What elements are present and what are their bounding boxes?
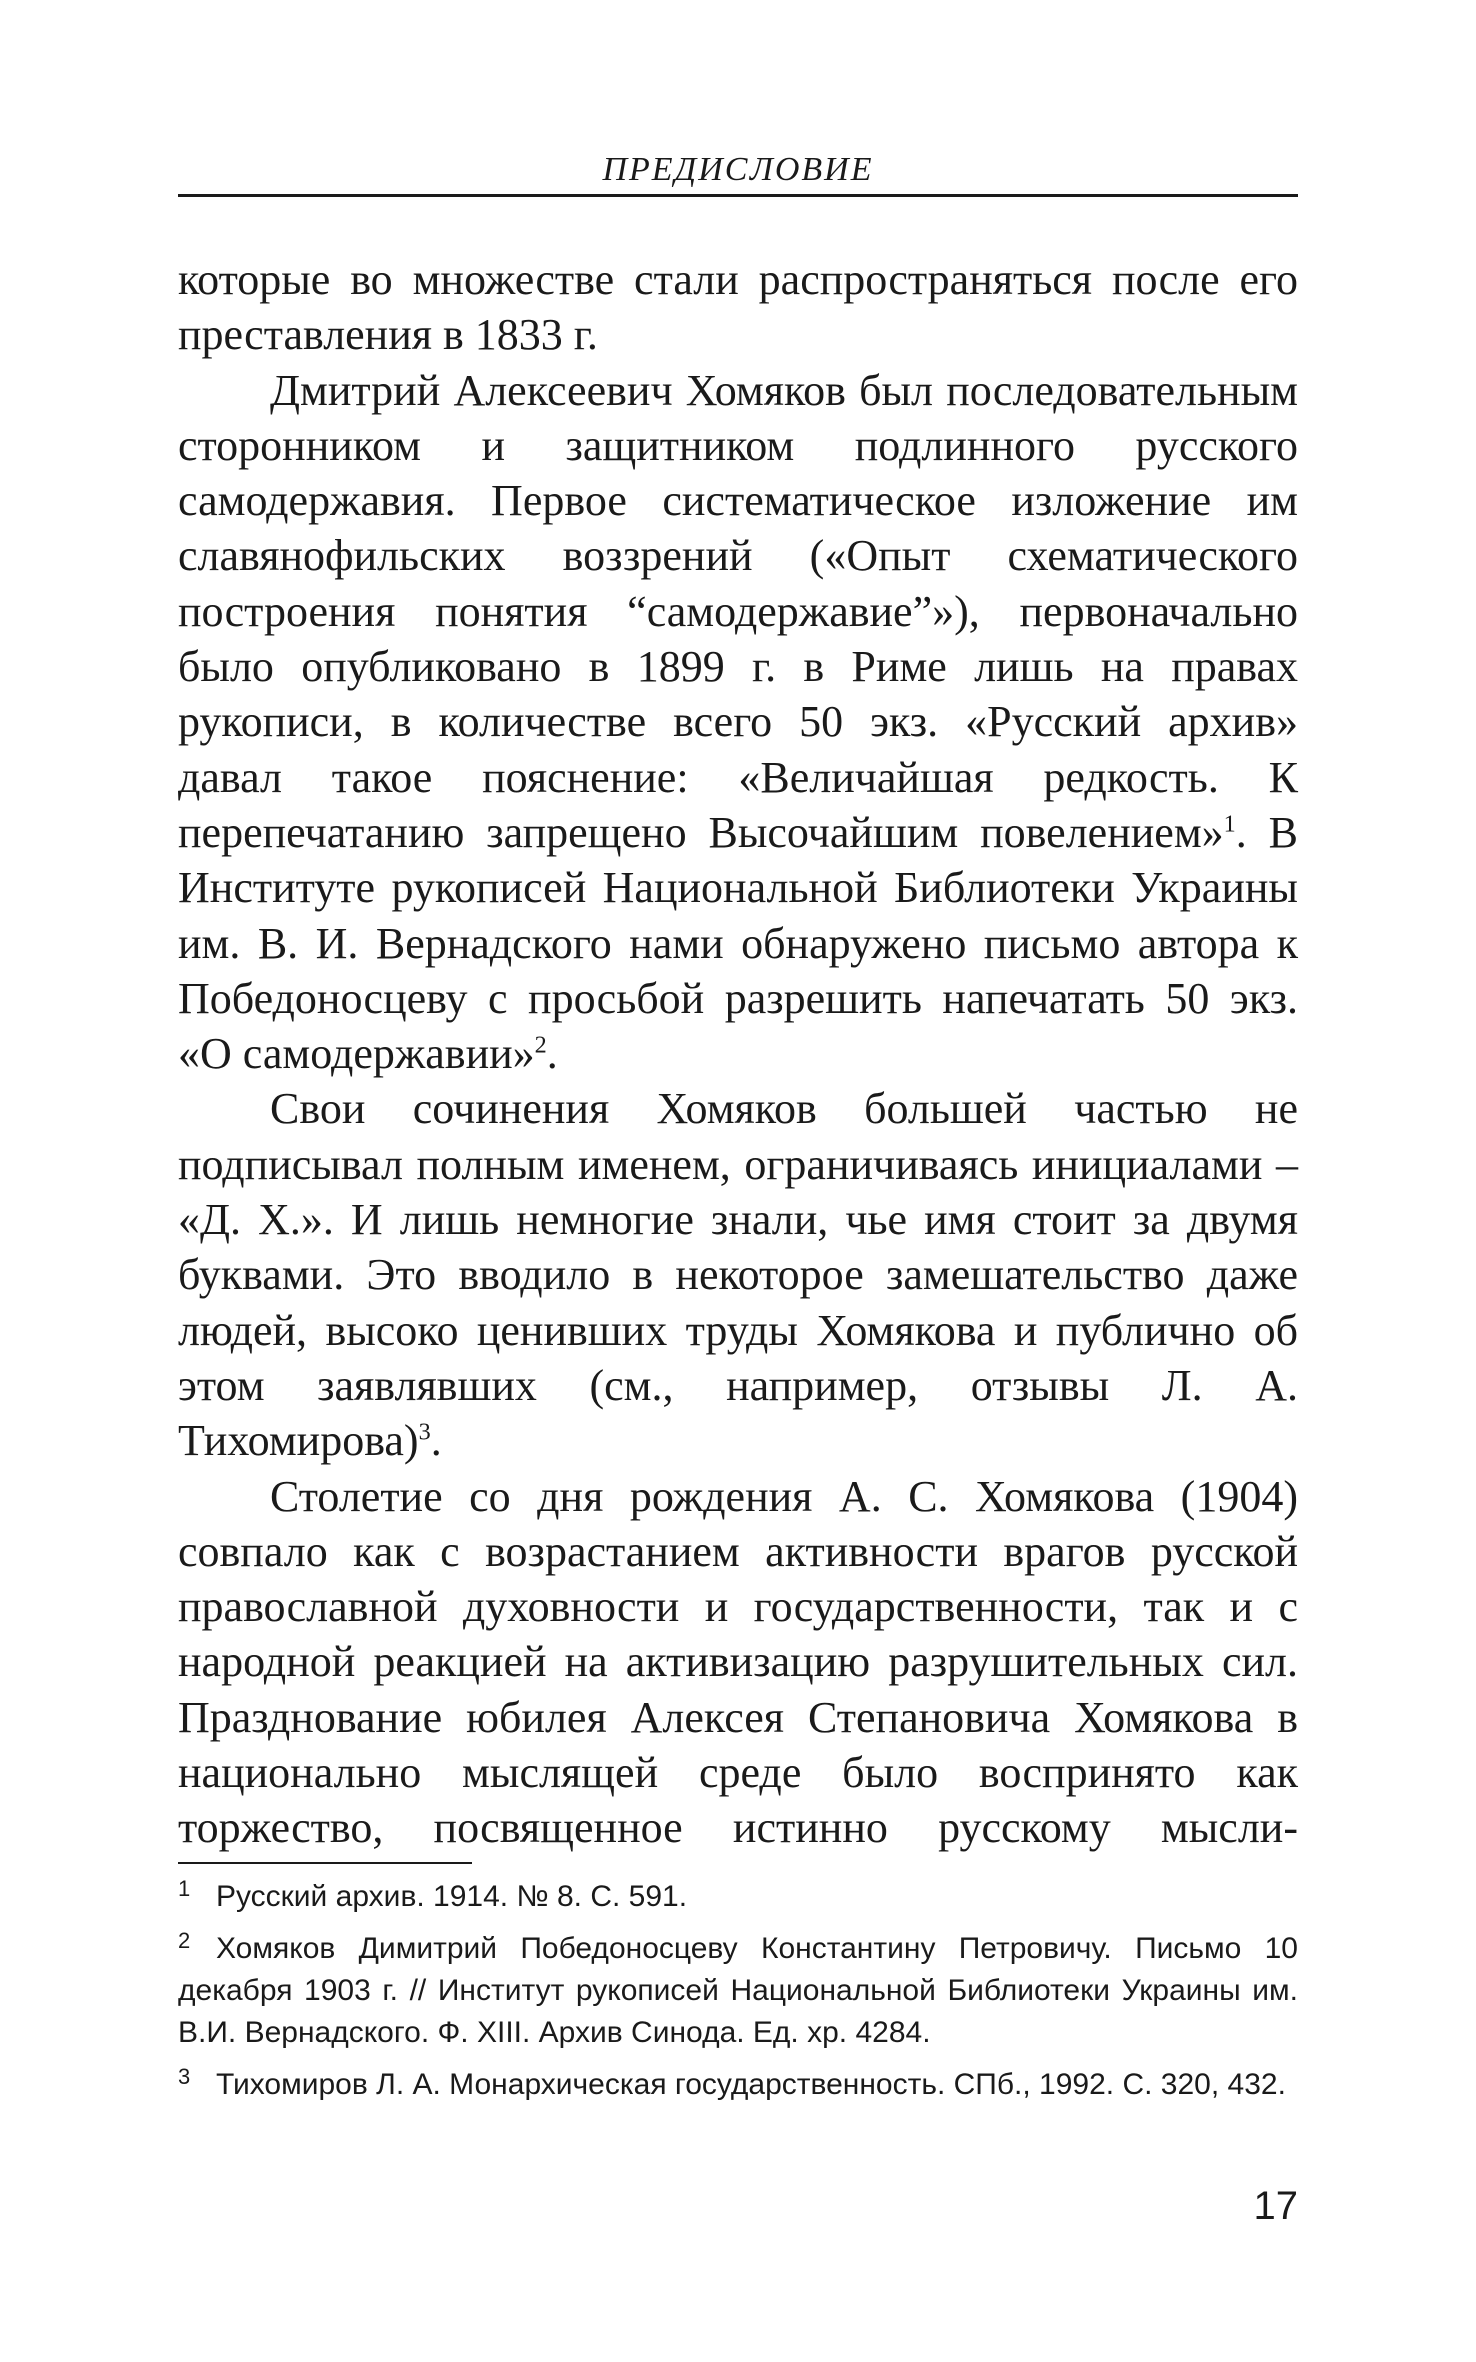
- page-number: 17: [1253, 2184, 1298, 2228]
- paragraph-3-part-a: Свои сочинения Хомяков большей частью не подписывал полным именем, ограничиваясь инициалами – «Д. Х.». И лишь немногие знали, чье имя стоит за двумя буквами. Это вводило в некоторое замешательство даже людей, высоко ценивших труды Хомякова и публично об этом заявлявших (см., например, отзывы Л. А. Тихомирова): [178, 1084, 1298, 1466]
- footnote-text: Русский архив. 1914. № 8. С. 591.: [216, 1880, 688, 1913]
- paragraph-2: [178, 363, 1298, 1082]
- footnotes: [178, 1876, 1298, 2116]
- footnote-ref-1: 1: [1223, 810, 1236, 838]
- footnote-text: Хомяков Димитрий Победоносцеву Константину Петровичу. Письмо 10 декабря 1903 г. // Институт рукописей Национальной Библиотеки Украины им. В.И. Вернадского. Ф. XIII. Архив Синода. Ед. хр. 4284.: [178, 1932, 1298, 2049]
- footnote-ref-3: 3: [418, 1418, 431, 1446]
- paragraph-4: Столетие со дня рождения А. С. Хомякова (1904) совпало как с возрастанием активности врагов русской православной духовности и государственности, так и с народной реакцией на активизацию разрушительных сил. Празднование юбилея Алексея Степановича Хомякова в национально мыслящей среде было воспринято как торжество, посвященное истинно русскому мысли-: [178, 1471, 1298, 1853]
- footnote-rule: [178, 1862, 472, 1864]
- footnote: 1 Русский архив. 1914. № 8. С. 591.: [178, 1876, 688, 1913]
- paragraph-2-part-c: .: [546, 1029, 558, 1079]
- footnote-text: Тихомиров Л. А. Монархическая государственность. СПб., 1992. С. 320, 432.: [216, 2068, 1286, 2101]
- paragraph-3-part-b: .: [430, 1416, 442, 1466]
- paragraph-1: которые во множестве стали распространяться после его преставления в 1833 г.: [178, 255, 1298, 360]
- footnote-ref-2: 2: [534, 1031, 547, 1059]
- footnote: 2 Хомяков Димитрий Победоносцеву Константину Петровичу. Письмо 10 декабря 1903 г. // Институт рукописей Национальной Библиотеки Украины им. В.И. Вернадского. Ф. XIII. Архив Синода. Ед. хр. 4284.: [178, 1928, 1298, 2049]
- paragraph-2-part-a: Дмитрий Алексеевич Хомяков был последовательным сторонником и защитником подлинного русского самодержавия. Первое систематическое изложение им славянофильских воззрений («Опыт схематического построения понятия “самодержавие”»), первоначально было опубликовано в 1899 г. в Риме лишь на правах рукописи, в количестве всего 50 экз. «Русский архив» давал такое пояснение: «Величайшая редкость. К перепечатанию запрещено Высочайшим повелением»: [178, 365, 1298, 857]
- footnote: 3 Тихомиров Л. А. Монархическая государственность. СПб., 1992. С. 320, 432.: [178, 2064, 1286, 2101]
- paragraph-2-part-b: . В Институте рукописей Национальной Библиотеки Украины им. В. И. Вернадского нами обнаружено письмо автора к Победоносцеву с просьбой разрешить напечатать 50 экз. «О самодержавии»: [178, 807, 1298, 1079]
- main-text: [178, 252, 1298, 1856]
- running-head: ПРЕДИСЛОВИЕ: [602, 151, 874, 188]
- header-rule: [178, 194, 1298, 197]
- paragraph-3: [178, 1081, 1298, 1468]
